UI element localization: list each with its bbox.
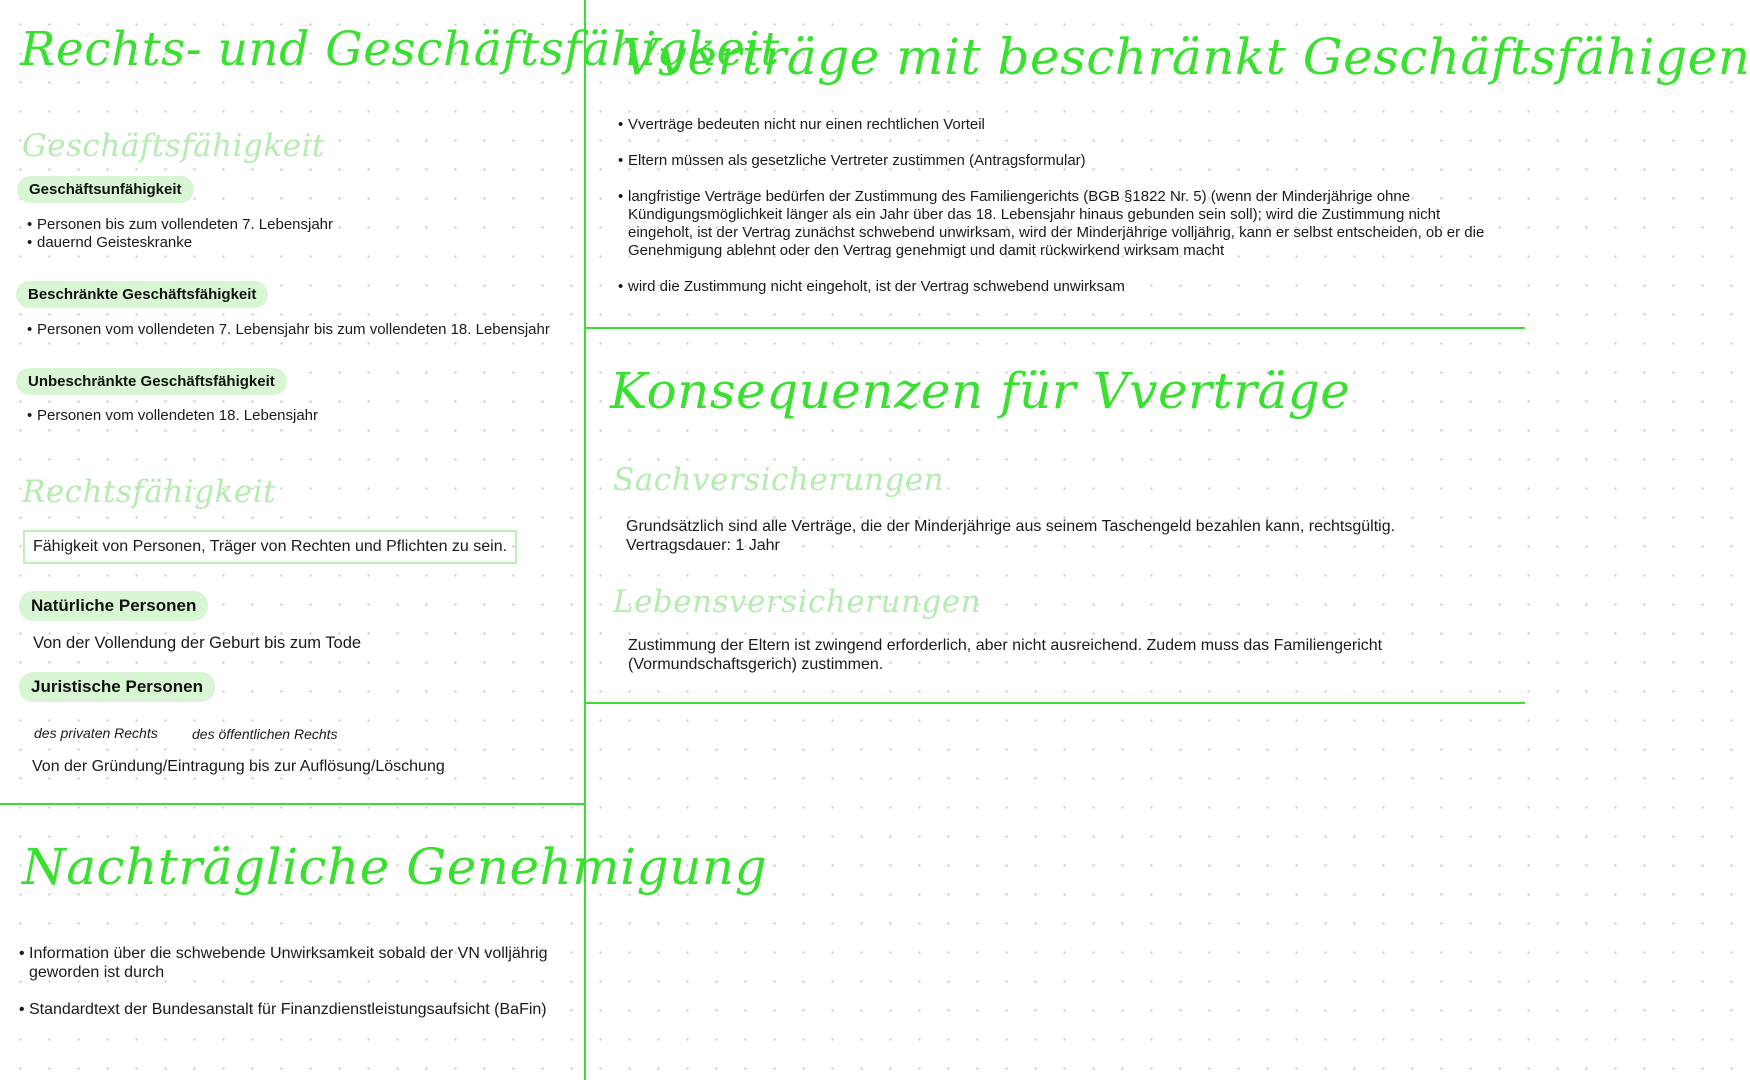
list-item: • Information über die schwebende Unwirksamkeit sobald der VN volljährig geworden ist durch [19,944,571,982]
list-item: • wird die Zustimmung nicht eingeholt, ist der Vertrag schwebend unwirksam [618,278,1498,296]
beschraenkte-pill: Beschränkte Geschäftsfähigkeit [16,281,268,308]
list-item: • Personen vom vollendeten 18. Lebensjahr [27,407,567,425]
natuerliche-personen-text: Von der Vollendung der Geburt bis zum Tode [33,634,362,652]
sachversicherungen-heading: Sachversicherungen [613,462,945,498]
list-item: • Vverträge bedeuten nicht nur einen rechtlichen Vorteil [618,116,1498,134]
lebensversicherungen-text [628,636,1508,674]
nachtraegliche-genehmigung-list [19,944,571,1019]
lebensversicherungen-heading: Lebensversicherungen [613,584,982,620]
geschaeftsfaehigkeit-heading: Geschäftsfähigkeit [22,128,325,164]
list-item: • Standardtext der Bundesanstalt für Finanzdienstleistungsaufsicht (BaFin) [19,1000,571,1019]
konsequenzen-title: Konsequenzen für Vverträge [610,362,1351,420]
oeffentliches-recht-label: des öffentlichen Rechts [192,726,338,742]
divider-left-bottom [0,803,585,805]
vertraege-title: Vverträge mit beschränkt Geschäftsfähigen [622,28,1750,86]
unbeschraenkte-list [27,407,567,425]
rechtsfaehigkeit-definition: Fähigkeit von Personen, Träger von Rechten und Pflichten zu sein. [23,530,517,564]
rechtsfaehigkeit-heading: Rechtsfähigkeit [22,474,277,510]
vertraege-list [618,116,1498,296]
sach-line-1: Grundsätzlich sind alle Verträge, die der Minderjährige aus seinem Taschengeld bezahlen kann, rechtsgültig. [626,518,1396,535]
list-item: • langfristige Verträge bedürfen der Zustimmung des Familiengerichts (BGB §1822 Nr. 5) (wenn der Minderjährige ohne Kündigungsmöglichkeit länger als ein Jahr über das 18. Lebensjahr hinaus gebunden sein soll); wird die Zustimmung nicht eingeholt, ist der Vertrag zunächst schwebend unwirksam, wird der Minderjährige volljährig, kann er selbst entscheiden, ob er die Genehmigung ablehnt oder den Vertrag genehmigt und damit rückwirkend wirksam macht [618,188,1498,260]
nachtraegliche-genehmigung-title: Nachträgliche Genehmigung [22,838,768,896]
privates-recht-label: des privaten Rechts [34,725,158,741]
geschaeftsunfaehigkeit-list [27,216,567,252]
leben-line-1: Zustimmung der Eltern ist zwingend erforderlich, aber nicht ausreichend. Zudem muss das Familiengericht [628,637,1383,654]
beschraenkte-list [27,321,577,339]
divider-right-bottom [586,702,1525,704]
juristische-personen-pill: Juristische Personen [19,672,215,702]
divider-right-top [586,327,1525,329]
list-item: • dauernd Geisteskranke [27,234,567,252]
natuerliche-personen-pill: Natürliche Personen [19,591,208,621]
unbeschraenkte-pill: Unbeschränkte Geschäftsfähigkeit [16,368,287,395]
vertical-divider [584,0,586,1080]
juristische-personen-text: Von der Gründung/Eintragung bis zur Auflösung/Löschung [32,758,445,775]
geschaeftsunfaehigkeit-pill: Geschäftsunfähigkeit [17,176,194,203]
sachversicherungen-text [626,517,1506,555]
list-item: • Personen vom vollendeten 7. Lebensjahr bis zum vollendeten 18. Lebensjahr [27,321,577,339]
list-item: • Personen bis zum vollendeten 7. Lebensjahr [27,216,567,234]
leben-line-2: (Vormundschaftsgerich) zustimmen. [628,656,884,673]
sach-line-2: Vertragsdauer: 1 Jahr [626,537,780,554]
main-title: Rechts- und Geschäftsfähigkeit [20,22,780,77]
list-item: • Eltern müssen als gesetzliche Vertreter zustimmen (Antragsformular) [618,152,1498,170]
